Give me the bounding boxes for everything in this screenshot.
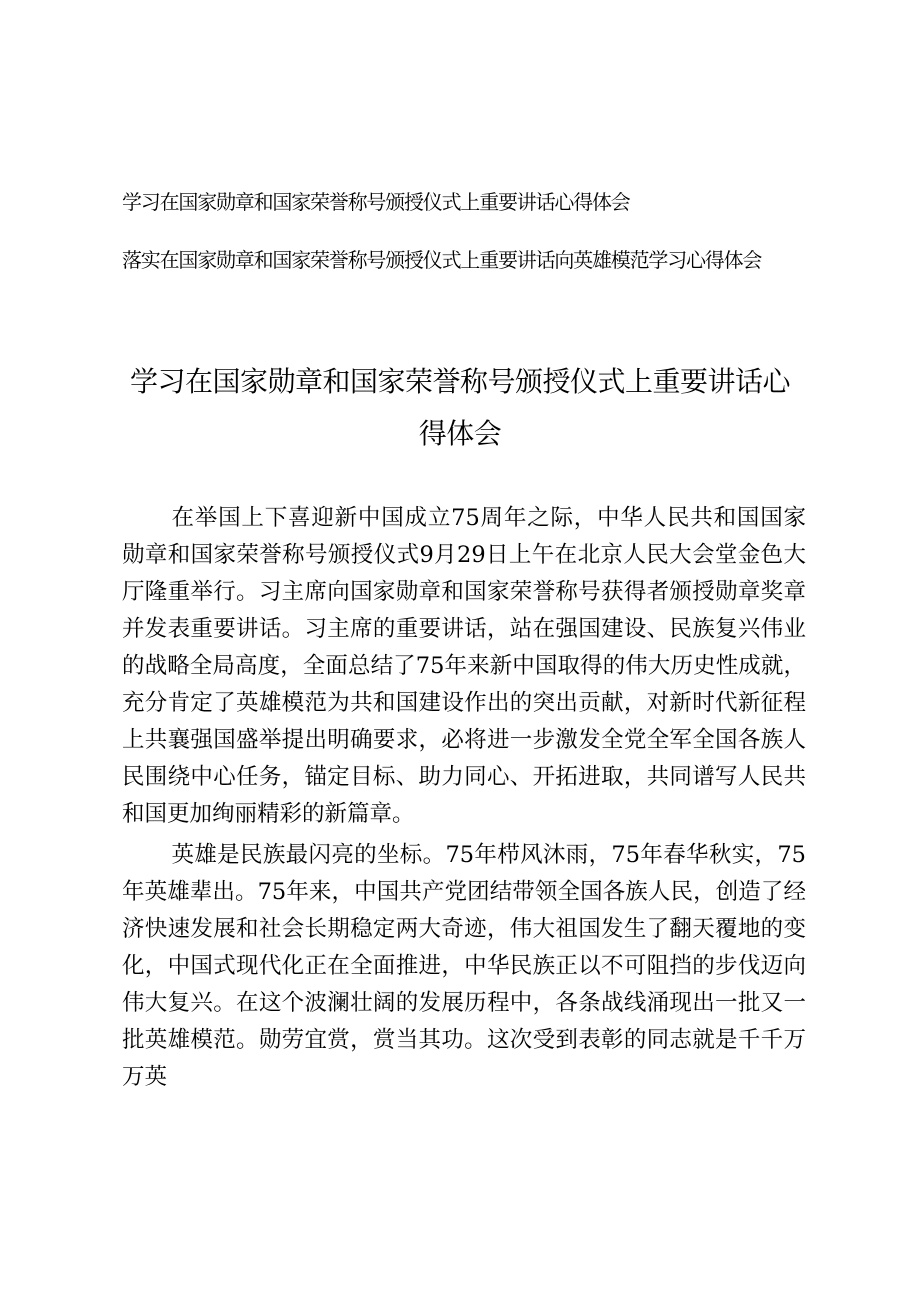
table-of-contents [122,188,761,274]
toc-line-1: 学习在国家勋章和国家荣誉称号颁授仪式上重要讲话心得体会 [122,190,630,214]
document-title: 学习在国家勋章和国家荣誉称号颁授仪式上重要讲话心得体会 [130,365,791,450]
body-paragraph-1: 在举国上下喜迎新中国成立75周年之际，中华人民共和国国家勋章和国家荣誉称号颁授仪式9月29日上午在北京人民大会堂金色大厅隆重举行。习主席向国家勋章和国家荣誉称号获得者颁授勋章奖章并发表重要讲话。习主席的重要讲话，站在强国建设、民族复兴伟业的战略全局高度，全面总结了75年来新中国取得的伟大历史性成就，充分肯定了英雄模范为共和国建设作出的突出贡献，对新时代新征程上共襄强国盛举提出明确要求，必将进一步激发全党全军全国各族人民围绕中心任务，锚定目标、助力同心、开拓进取，共同谱写人民共和国更加绚丽精彩的新篇章。 [122,505,806,827]
document-body [122,500,806,1096]
body-paragraph-2: 英雄是民族最闪亮的坐标。75年栉风沐雨，75年春华秋实，75年英雄辈出。75年来，中国共产党团结带领全国各族人民，创造了经济快速发展和社会长期稳定两大奇迹，伟大祖国发生了翻天覆地的变化，中国式现代化正在全面推进，中华民族正以不可阻挡的步伐迈向伟大复兴。在这个波澜壮阔的发展历程中，各条战线涌现出一批又一批英雄模范。勋劳宜赏，赏当其功。这次受到表彰的同志就是千千万万英 [122,842,806,1090]
toc-line-2: 落实在国家勋章和国家荣誉称号颁授仪式上重要讲话向英雄模范学习心得体会 [122,248,762,272]
